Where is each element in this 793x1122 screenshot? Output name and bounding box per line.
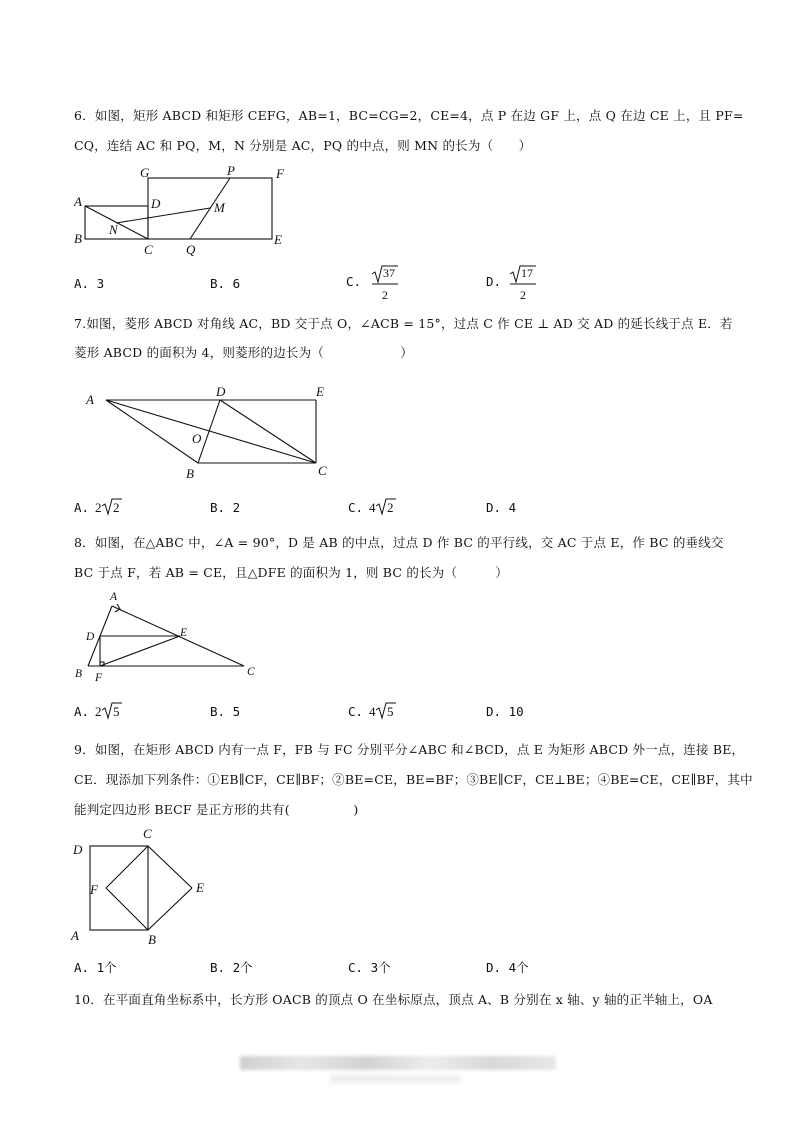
q9-option-d: D. 4个 (486, 960, 529, 975)
q9-figure (66, 822, 226, 952)
svg-text:4: 4 (369, 500, 376, 515)
q8-option-c (348, 700, 418, 724)
svg-text:A.: A. (74, 500, 90, 515)
q6-figure (70, 162, 300, 262)
svg-text:2: 2 (382, 288, 388, 302)
q9-label-c: C (143, 826, 152, 841)
svg-text:4: 4 (369, 704, 376, 719)
q9-option-b: B. 2个 (210, 960, 253, 975)
q6-label-g: G (140, 165, 150, 180)
q6-label-q: Q (186, 242, 196, 257)
svg-text:2: 2 (95, 500, 102, 515)
svg-text:5: 5 (387, 704, 394, 719)
q6-label-n: N (109, 222, 118, 237)
q7-option-b: B. 2 (210, 500, 241, 515)
svg-text:C.: C. (348, 500, 364, 515)
q9-text-line1: 9．如图，在矩形 ABCD 内有一点 F，FB 与 FC 分别平分∠ABC 和∠BCD，点 E 为矩形 ABCD 外一点，连接 BE， (74, 742, 745, 757)
q6-label-d: D (151, 196, 161, 211)
q9-label-f: F (90, 882, 98, 897)
footer-watermark-secondary (330, 1075, 460, 1083)
q7-text-line2: 菱形 ABCD 的面积为 4，则菱形的边长为（ ） (74, 345, 413, 360)
q8-option-d: D. 10 (486, 704, 524, 719)
q9-label-e: E (196, 880, 204, 895)
q9-label-d: D (73, 842, 83, 857)
q8-figure (72, 588, 272, 688)
q8-text-line1: 8．如图，在△ABC 中，∠A = 90°，D 是 AB 的中点，过点 D 作 BC 的平行线，交 AC 于点 E，作 BC 的垂线交 (74, 535, 724, 550)
q10-text-line1: 10．在平面直角坐标系中，长方形 OACB 的顶点 O 在坐标原点，顶点 A、B 分别在 x 轴、y 轴的正半轴上，OA (74, 992, 713, 1007)
q7-label-c: C (318, 463, 327, 478)
svg-text:5: 5 (113, 704, 120, 719)
svg-text:2: 2 (113, 500, 120, 515)
q9-label-b: B (148, 932, 156, 947)
q6-label-e: E (274, 232, 282, 247)
svg-text:2: 2 (387, 500, 394, 515)
q8-label-c: C (247, 666, 255, 678)
svg-text:C.: C. (346, 274, 362, 289)
q8-option-b: B. 5 (210, 704, 241, 719)
q6-label-a: A (74, 194, 82, 209)
q6-option-d (486, 264, 556, 304)
footer-watermark (240, 1056, 556, 1070)
svg-text:C.: C. (348, 704, 364, 719)
q6-option-b: B. 6 (210, 276, 241, 291)
q6-label-m: M (214, 200, 225, 215)
q6-label-b: B (74, 231, 82, 246)
q9-option-a: A. 1个 (74, 960, 117, 975)
q8-option-a (74, 700, 144, 724)
q7-option-c (348, 496, 418, 520)
q6-text-line2: CQ，连结 AC 和 PQ，M，N 分别是 AC，PQ 的中点，则 MN 的长为（ ） (74, 138, 532, 153)
q8-text-line2: BC 于点 F，若 AB = CE，且△DFE 的面积为 1，则 BC 的长为（ ） (74, 565, 508, 580)
q9-option-c: C. 3个 (348, 960, 391, 975)
svg-text:2: 2 (95, 704, 102, 719)
q7-figure (80, 380, 340, 485)
q8-label-a: A (110, 591, 118, 603)
q7-label-d: D (216, 384, 226, 399)
q8-label-d: D (86, 631, 95, 643)
q9-text-line2: CE．现添加下列条件：①EB∥CF，CE∥BF；②BE=CE，BE=BF；③BE∥CF，CE⊥BE；④BE=CE，CE∥BF，其中 (74, 772, 753, 787)
svg-text:A.: A. (74, 704, 90, 719)
q7-label-e: E (316, 384, 324, 399)
svg-text:37: 37 (383, 266, 395, 280)
svg-text:2: 2 (520, 288, 526, 302)
q8-label-b: B (75, 668, 83, 680)
q6-label-p: P (227, 163, 235, 178)
q7-text-line1: 7.如图，菱形 ABCD 对角线 AC，BD 交于点 O，∠ACB = 15°，过点 C 作 CE ⊥ AD 交 AD 的延长线于点 E．若 (74, 316, 733, 331)
q6-option-c (346, 264, 416, 304)
q7-option-a (74, 496, 144, 520)
q6-label-c: C (144, 242, 153, 257)
q6-label-f: F (276, 166, 284, 181)
q9-text-line3: 能判定四边形 BECF 是正方形的共有( ) (74, 802, 359, 817)
q7-label-a: A (86, 392, 94, 407)
q7-option-d: D. 4 (486, 500, 517, 515)
q8-label-f: F (95, 672, 103, 684)
q6-option-a: A. 3 (74, 276, 105, 291)
q7-label-o: O (192, 431, 202, 446)
q8-label-e: E (180, 627, 188, 639)
q9-label-a: A (71, 928, 79, 943)
svg-text:17: 17 (521, 266, 533, 280)
q7-label-b: B (186, 466, 194, 481)
q6-text-line1: 6．如图，矩形 ABCD 和矩形 CEFG，AB=1，BC=CG=2，CE=4，点 P 在边 GF 上，点 Q 在边 CE 上，且 PF= (74, 108, 744, 123)
svg-text:D.: D. (486, 274, 502, 289)
